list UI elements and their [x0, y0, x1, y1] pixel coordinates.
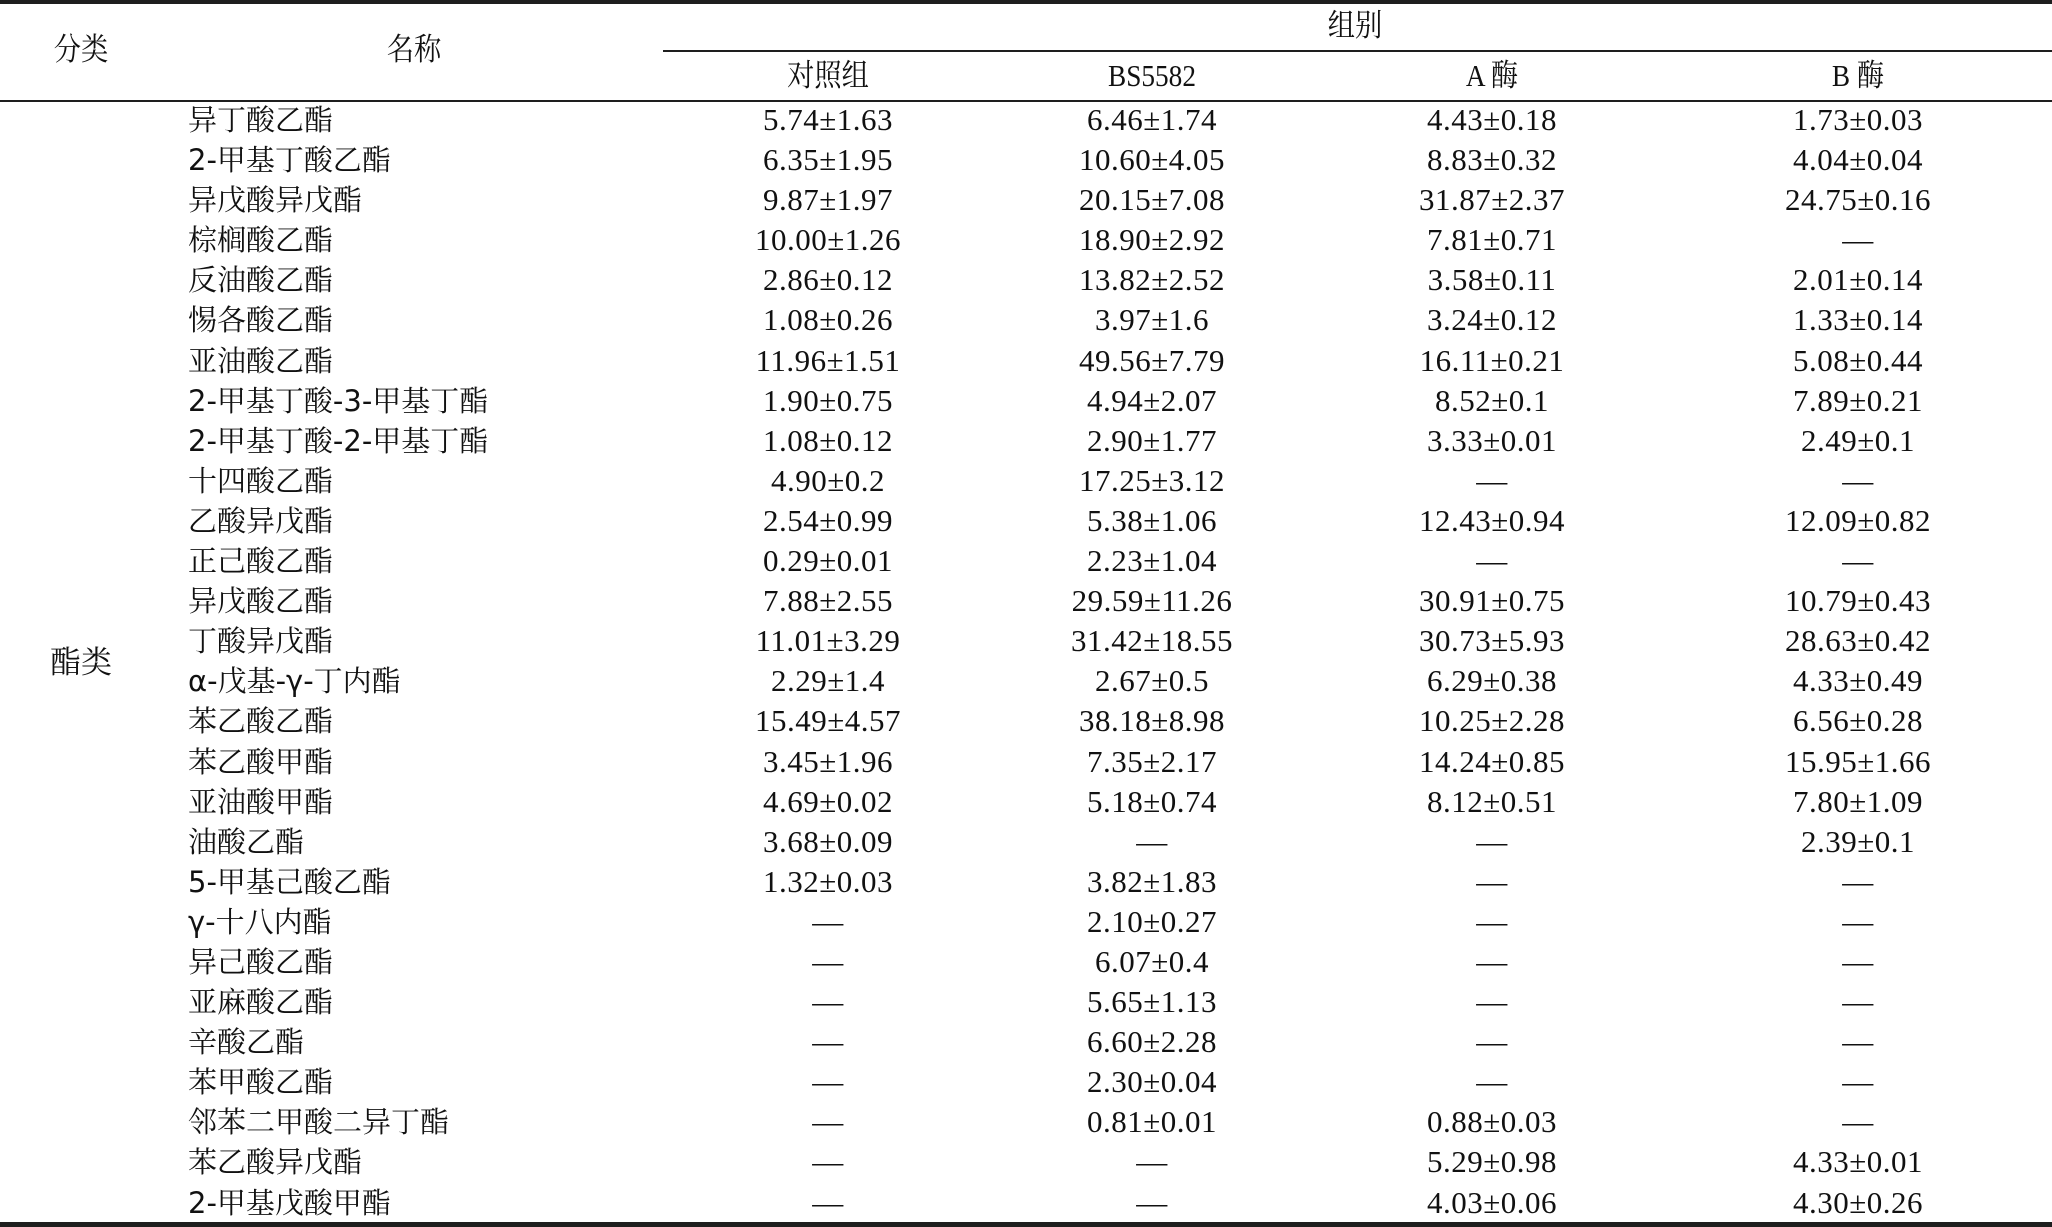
value-enzyme-a: 7.81±0.71: [1426, 222, 1557, 258]
value-control: 3.45±1.96: [762, 743, 893, 779]
table-row: [0, 982, 2052, 1022]
value-enzyme-a: —: [1476, 462, 1508, 498]
compound-name: γ-十八内酯: [188, 904, 332, 939]
value-enzyme-b: 28.63±0.42: [1784, 623, 1931, 659]
value-bs5582: 29.59±11.26: [1071, 583, 1233, 619]
value-enzyme-a: 31.87±2.37: [1418, 182, 1565, 218]
table-row: [0, 461, 2052, 501]
value-enzyme-a: —: [1476, 1024, 1508, 1060]
value-enzyme-b: 2.39±0.1: [1800, 823, 1915, 859]
value-enzyme-b: —: [1842, 462, 1874, 498]
value-enzyme-a: —: [1476, 1064, 1508, 1100]
compound-name: 正己酸乙酯: [188, 544, 334, 579]
value-control: 0.29±0.01: [762, 543, 893, 579]
value-control: 10.00±1.26: [754, 222, 901, 258]
header-col-control: 对照组: [787, 58, 869, 93]
table-row: [0, 1022, 2052, 1062]
value-enzyme-b: —: [1842, 543, 1874, 579]
value-enzyme-a: 8.83±0.32: [1426, 142, 1557, 178]
value-control: 6.35±1.95: [762, 142, 893, 178]
value-control: —: [812, 1144, 844, 1180]
value-control: 5.74±1.63: [762, 102, 893, 137]
value-enzyme-a: 4.43±0.18: [1426, 102, 1557, 137]
table-row: [0, 341, 2052, 381]
value-control: 9.87±1.97: [762, 182, 893, 218]
value-bs5582: 2.10±0.27: [1086, 903, 1217, 939]
value-control: —: [812, 943, 844, 979]
compound-name: 亚麻酸乙酯: [188, 985, 334, 1020]
value-enzyme-a: 8.12±0.51: [1426, 783, 1557, 819]
group-header-rule: [663, 50, 2052, 52]
value-control: 1.08±0.26: [762, 302, 893, 338]
value-enzyme-a: —: [1476, 863, 1508, 899]
table-row: [0, 822, 2052, 862]
table-row: [0, 701, 2052, 741]
header-group: 组别: [1327, 8, 1383, 43]
table-row: [0, 581, 2052, 621]
value-enzyme-a: 3.58±0.11: [1427, 262, 1557, 298]
value-bs5582: 7.35±2.17: [1086, 743, 1217, 779]
value-enzyme-b: 4.04±0.04: [1792, 142, 1923, 178]
value-enzyme-a: —: [1476, 943, 1508, 979]
compound-name: 苯乙酸乙酯: [188, 704, 334, 739]
value-enzyme-a: —: [1476, 543, 1508, 579]
table-bottom-rule: [0, 1222, 2052, 1227]
compound-name: 油酸乙酯: [188, 824, 305, 859]
header-name: 名称: [386, 32, 442, 67]
value-bs5582: 10.60±4.05: [1078, 142, 1225, 178]
value-bs5582: 18.90±2.92: [1078, 222, 1225, 258]
table-row: [0, 661, 2052, 701]
value-bs5582: 6.60±2.28: [1086, 1024, 1217, 1060]
value-enzyme-a: 0.88±0.03: [1426, 1104, 1557, 1140]
value-control: 2.54±0.99: [762, 502, 893, 538]
value-control: 1.90±0.75: [762, 382, 893, 418]
value-bs5582: 31.42±18.55: [1070, 623, 1233, 659]
table-body: [0, 100, 2052, 1223]
value-bs5582: 3.82±1.83: [1086, 863, 1217, 899]
compound-name: 十四酸乙酯: [188, 463, 334, 498]
value-control: 4.90±0.2: [770, 462, 885, 498]
value-bs5582: 13.82±2.52: [1078, 262, 1225, 298]
value-bs5582: 6.07±0.4: [1094, 943, 1209, 979]
value-enzyme-a: 3.24±0.12: [1426, 302, 1557, 338]
value-control: —: [812, 1064, 844, 1100]
value-enzyme-b: 1.33±0.14: [1792, 302, 1923, 338]
value-control: 11.96±1.51: [755, 342, 901, 378]
value-bs5582: 4.94±2.07: [1086, 382, 1217, 418]
value-enzyme-a: 30.91±0.75: [1418, 583, 1565, 619]
compound-name: 苯甲酸乙酯: [188, 1065, 334, 1100]
value-enzyme-b: 4.30±0.26: [1792, 1184, 1923, 1220]
value-enzyme-a: 16.11±0.21: [1419, 342, 1565, 378]
value-bs5582: 20.15±7.08: [1078, 182, 1225, 218]
compound-name: 异戊酸乙酯: [188, 584, 334, 619]
value-control: 1.32±0.03: [762, 863, 893, 899]
value-bs5582: 2.90±1.77: [1086, 422, 1217, 458]
compound-name: 反油酸乙酯: [188, 263, 334, 298]
value-control: 11.01±3.29: [755, 623, 901, 659]
value-bs5582: 2.23±1.04: [1086, 543, 1217, 579]
value-enzyme-b: —: [1842, 863, 1874, 899]
value-bs5582: 38.18±8.98: [1078, 703, 1225, 739]
value-enzyme-b: 2.49±0.1: [1800, 422, 1915, 458]
value-control: —: [812, 984, 844, 1020]
table-row: [0, 501, 2052, 541]
value-enzyme-a: 12.43±0.94: [1418, 502, 1565, 538]
table-row: [0, 220, 2052, 260]
compound-name: 亚油酸乙酯: [188, 343, 334, 378]
value-enzyme-b: —: [1842, 903, 1874, 939]
value-control: 15.49±4.57: [754, 703, 901, 739]
value-control: —: [812, 1104, 844, 1140]
compound-name: 2-甲基丁酸-2-甲基丁酯: [188, 423, 489, 458]
value-control: 1.08±0.12: [762, 422, 893, 458]
value-enzyme-b: 15.95±1.66: [1784, 743, 1931, 779]
compound-name: 2-甲基丁酸乙酯: [188, 143, 391, 178]
compound-name: 异戊酸异戊酯: [188, 183, 363, 218]
value-control: 2.86±0.12: [762, 262, 893, 298]
value-enzyme-a: 3.33±0.01: [1426, 422, 1557, 458]
compound-name: 惕各酸乙酯: [188, 303, 334, 338]
value-bs5582: 2.67±0.5: [1094, 663, 1209, 699]
value-enzyme-a: 6.29±0.38: [1426, 663, 1557, 699]
table-row: [0, 942, 2052, 982]
value-bs5582: 5.65±1.13: [1086, 984, 1217, 1020]
compound-name: 5-甲基己酸乙酯: [188, 864, 391, 899]
value-enzyme-a: —: [1476, 984, 1508, 1020]
table-row: [0, 300, 2052, 340]
value-control: —: [812, 1024, 844, 1060]
compound-name: 苯乙酸甲酯: [188, 744, 334, 779]
value-enzyme-b: —: [1842, 943, 1874, 979]
compound-name: 亚油酸甲酯: [188, 784, 334, 819]
header-col-enzyme-a: A 酶: [1465, 58, 1519, 93]
table-top-rule: [0, 0, 2052, 4]
table-row: [0, 862, 2052, 902]
table-row: [0, 381, 2052, 421]
value-enzyme-a: 14.24±0.85: [1418, 743, 1565, 779]
value-enzyme-b: 4.33±0.01: [1792, 1144, 1923, 1180]
value-enzyme-b: 7.89±0.21: [1792, 382, 1923, 418]
table-row: [0, 1142, 2052, 1182]
value-bs5582: —: [1136, 1184, 1168, 1220]
compound-name: 异丁酸乙酯: [188, 103, 334, 137]
table-row: [0, 621, 2052, 661]
compound-name: 邻苯二甲酸二异丁酯: [188, 1105, 450, 1140]
compound-name: 乙酸异戊酯: [188, 503, 334, 538]
value-enzyme-b: 7.80±1.09: [1792, 783, 1923, 819]
value-enzyme-b: 12.09±0.82: [1784, 502, 1931, 538]
value-enzyme-a: 8.52±0.1: [1434, 382, 1549, 418]
compound-name: 丁酸异戊酯: [188, 624, 334, 659]
value-enzyme-a: 30.73±5.93: [1418, 623, 1565, 659]
value-control: 2.29±1.4: [770, 663, 885, 699]
value-enzyme-a: 10.25±2.28: [1418, 703, 1565, 739]
compound-name: 2-甲基戊酸甲酯: [188, 1185, 391, 1220]
value-enzyme-b: 5.08±0.44: [1792, 342, 1923, 378]
value-control: 3.68±0.09: [762, 823, 893, 859]
value-enzyme-b: 24.75±0.16: [1784, 182, 1931, 218]
value-bs5582: 5.18±0.74: [1086, 783, 1217, 819]
table-row: [0, 742, 2052, 782]
value-control: —: [812, 1184, 844, 1220]
table-row: [0, 180, 2052, 220]
category-cell: 酯类: [50, 645, 112, 680]
value-enzyme-a: —: [1476, 823, 1508, 859]
table-row: [0, 902, 2052, 942]
header-category: 分类: [53, 32, 109, 67]
header-col-enzyme-b: B 酶: [1831, 58, 1885, 93]
value-bs5582: 17.25±3.12: [1078, 462, 1225, 498]
value-enzyme-b: —: [1842, 222, 1874, 258]
value-enzyme-b: 1.73±0.03: [1792, 102, 1923, 137]
value-enzyme-a: 4.03±0.06: [1426, 1184, 1557, 1220]
value-enzyme-b: 6.56±0.28: [1792, 703, 1923, 739]
value-bs5582: 3.97±1.6: [1094, 302, 1209, 338]
compound-name: 异己酸乙酯: [188, 944, 334, 979]
table-row: [0, 1183, 2052, 1223]
header-col-bs5582: BS5582: [1108, 58, 1196, 93]
value-enzyme-b: —: [1842, 1064, 1874, 1100]
value-bs5582: 0.81±0.01: [1086, 1104, 1217, 1140]
value-control: 7.88±2.55: [762, 583, 893, 619]
value-enzyme-b: —: [1842, 1104, 1874, 1140]
value-bs5582: 5.38±1.06: [1086, 502, 1217, 538]
compound-name: 棕榈酸乙酯: [188, 223, 334, 258]
value-enzyme-b: 2.01±0.14: [1792, 262, 1923, 298]
value-enzyme-b: —: [1842, 984, 1874, 1020]
value-bs5582: —: [1136, 1144, 1168, 1180]
value-bs5582: 6.46±1.74: [1086, 102, 1217, 137]
value-enzyme-b: 10.79±0.43: [1784, 583, 1931, 619]
table-row: [0, 782, 2052, 822]
value-control: —: [812, 903, 844, 939]
table-row: [0, 100, 2052, 140]
value-bs5582: —: [1136, 823, 1168, 859]
table-row: [0, 421, 2052, 461]
compound-name: 辛酸乙酯: [188, 1025, 305, 1060]
value-enzyme-a: 5.29±0.98: [1426, 1144, 1557, 1180]
table-row: [0, 1102, 2052, 1142]
compound-name: 苯乙酸异戊酯: [188, 1145, 363, 1180]
value-enzyme-a: —: [1476, 903, 1508, 939]
table-row: [0, 260, 2052, 300]
value-bs5582: 49.56±7.79: [1078, 342, 1225, 378]
compound-name: α-戊基-γ-丁内酯: [188, 664, 401, 699]
value-bs5582: 2.30±0.04: [1086, 1064, 1217, 1100]
table-row: [0, 541, 2052, 581]
table-row: [0, 1062, 2052, 1102]
table-row: [0, 140, 2052, 180]
value-enzyme-b: —: [1842, 1024, 1874, 1060]
value-enzyme-b: 4.33±0.49: [1792, 663, 1923, 699]
compound-name: 2-甲基丁酸-3-甲基丁酯: [188, 383, 489, 418]
value-control: 4.69±0.02: [762, 783, 893, 819]
